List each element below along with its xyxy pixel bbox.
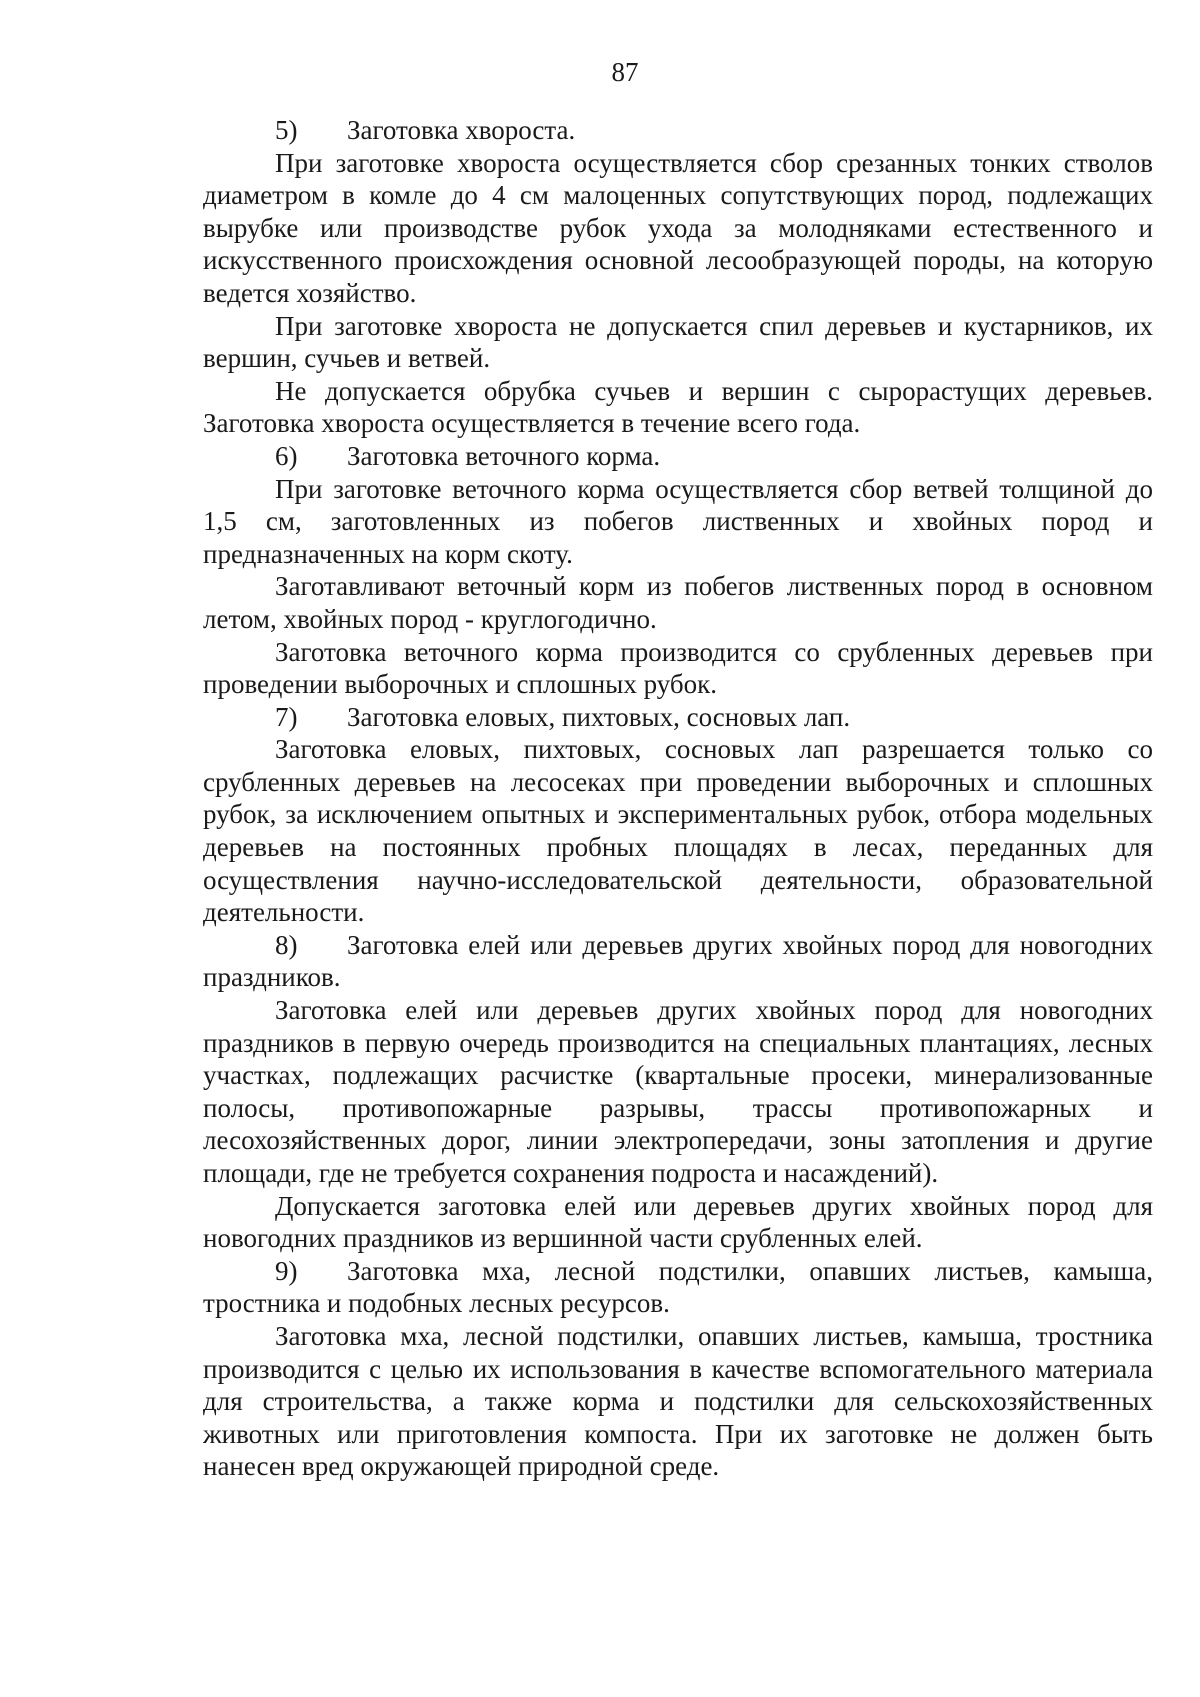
section-title: Заготовка веточного корма. — [347, 440, 661, 471]
paragraph: Заготовка мха, лесной подстилки, опавших листьев, камыша, тростника производится с целью их использования в качестве вспомогательного материала для строительства, а также корма и подстилки для сельскохозяйственных животных или приготовления компоста. При их заготовке не должен быть нанесен вред окружающей природной среде. — [203, 1320, 1153, 1482]
section-number: 6) — [275, 440, 298, 471]
document-body — [203, 114, 1153, 1483]
paragraph: Заготовка елей или деревьев других хвойных пород для новогодних праздников в первую очередь производится на специальных плантациях, лесных участках, подлежащих расчистке (квартальные просеки, минерализованные полосы, противопожарные разрывы, трассы противопожарных и лесохозяйственных дорог, линии электропередачи, зоны затопления и другие площади, где не требуется сохранения подроста и насаждений). — [203, 995, 1153, 1188]
section-heading-7 — [203, 701, 1153, 734]
paragraph: Не допускается обрубка сучьев и вершин с сырорастущих деревьев. Заготовка хвороста осуществляется в течение всего года. — [203, 375, 1153, 439]
section-heading-8 — [203, 929, 1153, 994]
paragraph: При заготовке хвороста осуществляется сбор срезанных тонких стволов диаметром в комле до 4 см малоценных сопутствующих пород, подлежащих вырубке или производстве рубок ухода за молодняками естественного и искусственного происхождения основной лесообразующей породы, на которую ведется хозяйство. — [203, 147, 1153, 308]
section-heading-6 — [203, 440, 1153, 473]
section-number: 8) — [275, 929, 298, 960]
section-heading-9 — [203, 1255, 1153, 1320]
section-number: 9) — [275, 1255, 298, 1286]
paragraph: При заготовке веточного корма осуществляется сбор ветвей толщиной до 1,5 см, заготовленных из побегов лиственных и хвойных пород и предназначенных на корм скоту. — [203, 473, 1153, 569]
section-number: 7) — [275, 701, 298, 732]
section-title: Заготовка хвороста. — [347, 115, 576, 145]
paragraph: Заготавливают веточный корм из побегов лиственных пород в основном летом, хвойных пород - круглогодично. — [203, 571, 1153, 634]
section-title: Заготовка еловых, пихтовых, сосновых лап. — [347, 701, 851, 732]
paragraph: При заготовке хвороста не допускается спил деревьев и кустарников, их вершин, сучьев и ветвей. — [203, 310, 1153, 374]
section-number: 5) — [275, 115, 298, 145]
section-title: Заготовка елей или деревьев других хвойных пород для новогодних праздников. — [203, 929, 1153, 993]
page-number: 87 — [611, 57, 639, 87]
section-heading-5 — [203, 114, 1153, 147]
section-title: Заготовка мха, лесной подстилки, опавших листьев, камыша, тростника и подобных лесных ресурсов. — [203, 1255, 1153, 1319]
paragraph: Допускается заготовка елей или деревьев других хвойных пород для новогодних праздников из вершинной части срубленных елей. — [203, 1190, 1153, 1254]
paragraph: Заготовка веточного корма производится со срубленных деревьев при проведении выборочных и сплошных рубок. — [203, 636, 1153, 700]
paragraph: Заготовка еловых, пихтовых, сосновых лап разрешается только со срубленных деревьев на лесосеках при проведении выборочных и сплошных рубок, за исключением опытных и экспериментальных рубок, отбора модельных деревьев на постоянных пробных площадях в лесах, переданных для осуществления научно-исследовательской деятельности, образовательной деятельности. — [203, 734, 1153, 928]
